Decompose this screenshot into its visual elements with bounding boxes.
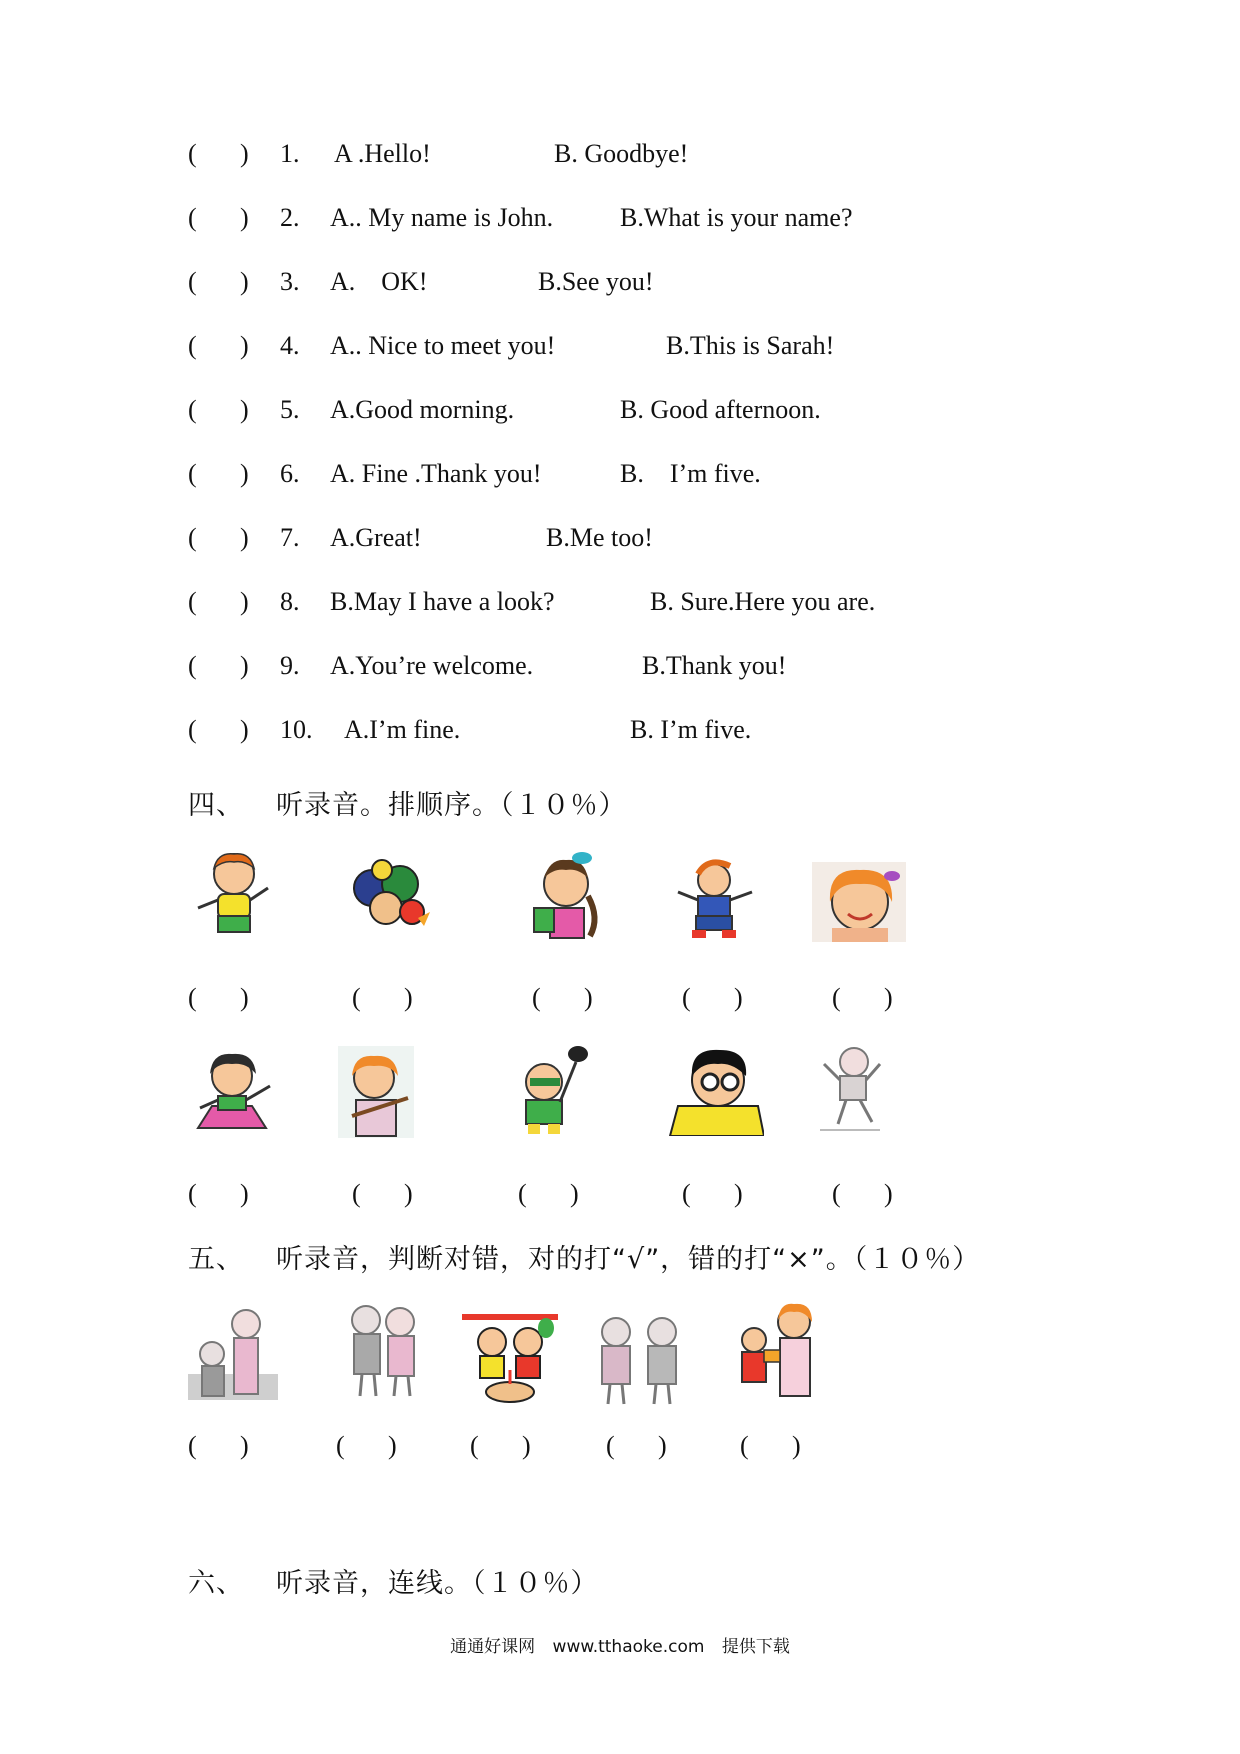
answer-paren-close[interactable]: ) <box>240 395 249 424</box>
option-a: B.May I have a look? <box>330 587 555 616</box>
answer-paren-open[interactable]: ( <box>188 651 197 680</box>
option-a: A.. My name is John. <box>330 203 554 232</box>
answer-paren-open[interactable]: ( <box>188 459 197 488</box>
answer-paren-close[interactable]: ) <box>240 587 249 616</box>
answer-paren-open[interactable]: ( <box>188 331 197 360</box>
picture-boy-and-girl <box>586 1310 692 1406</box>
page-footer <box>0 1632 1240 1657</box>
answer-paren-close[interactable]: ) <box>240 715 249 744</box>
question-number: 5. <box>280 395 300 424</box>
picture-boy-with-glasses <box>666 1040 764 1136</box>
option-a: A. Fine .Thank you! <box>330 459 542 488</box>
question-number: 10. <box>280 715 313 744</box>
picture-two-children <box>334 1300 430 1400</box>
option-b: B. I’m five. <box>630 715 752 744</box>
answer-paren-open[interactable]: ( <box>188 523 197 552</box>
option-a: A .Hello! <box>334 139 431 168</box>
option-b: B.Me too! <box>546 523 653 552</box>
option-a: A.. Nice to meet you! <box>330 331 556 360</box>
question-number: 3. <box>280 267 300 296</box>
question-number: 4. <box>280 331 300 360</box>
picture-boy-with-racket <box>510 1042 590 1136</box>
picture-mother-and-son <box>188 1304 278 1400</box>
footer-site-name: 通通好课网 <box>450 1637 536 1657</box>
option-a: A.I’m fine. <box>344 715 461 744</box>
picture-boy-waving <box>188 848 280 940</box>
answer-paren-close[interactable]: ) <box>240 331 249 360</box>
question-number: 6. <box>280 459 300 488</box>
option-b: B. Good afternoon. <box>620 395 821 424</box>
answer-paren-open[interactable]: ( <box>188 587 197 616</box>
section-number: 六、 <box>188 1568 244 1599</box>
option-b: B. Goodbye! <box>554 139 689 168</box>
answer-paren-close[interactable]: ) <box>240 459 249 488</box>
footer-url[interactable]: www.tthaoke.com <box>552 1637 705 1657</box>
answer-paren-close[interactable]: ) <box>240 267 249 296</box>
picture-group-characters <box>342 848 434 940</box>
answer-paren-close[interactable]: ) <box>240 523 249 552</box>
option-a: A. OK! <box>330 267 428 296</box>
question-row <box>188 710 1148 750</box>
picture-girl-dancing <box>188 1046 282 1140</box>
option-b: B. I’m five. <box>620 459 761 488</box>
section-number: 五、 <box>188 1244 244 1275</box>
question-row <box>188 326 1148 366</box>
question-row <box>188 454 1148 494</box>
question-number: 8. <box>280 587 300 616</box>
option-a: A.You’re welcome. <box>330 651 534 680</box>
option-b: B.This is Sarah! <box>666 331 835 360</box>
question-number: 9. <box>280 651 300 680</box>
question-number: 1. <box>280 139 300 168</box>
answer-paren-close[interactable]: ) <box>240 139 249 168</box>
option-b: B.See you! <box>538 267 654 296</box>
question-row <box>188 582 1148 622</box>
option-b: B. Sure.Here you are. <box>650 587 876 616</box>
picture-giving-gift <box>736 1300 820 1398</box>
picture-girl-with-violin <box>338 1046 414 1138</box>
answer-paren-close[interactable]: ) <box>240 651 249 680</box>
section-title: 听录音，连线。（１０％） <box>276 1568 599 1599</box>
picture-boy-jumping <box>668 856 760 940</box>
option-a: A.Good morning. <box>330 395 515 424</box>
answer-paren-open[interactable]: ( <box>188 715 197 744</box>
question-row <box>188 518 1148 558</box>
answer-paren-open[interactable]: ( <box>188 267 197 296</box>
picture-girl-with-book <box>520 848 612 940</box>
question-row <box>188 646 1148 686</box>
section-title: 听录音。排顺序。（１０％） <box>276 790 627 821</box>
footer-suffix: 提供下载 <box>721 1637 790 1657</box>
answer-paren-open[interactable]: ( <box>188 203 197 232</box>
question-row <box>188 134 1148 174</box>
picture-girl-smiling <box>812 862 906 942</box>
question-row <box>188 262 1148 302</box>
picture-birthday-cake <box>462 1314 558 1406</box>
section-title: 听录音，判断对错，对的打“√”，错的打“×”。（１０％） <box>276 1244 981 1275</box>
question-row <box>188 390 1148 430</box>
option-b: B.Thank you! <box>642 651 787 680</box>
question-number: 2. <box>280 203 300 232</box>
picture-child-jumping <box>810 1040 890 1136</box>
section-number: 四、 <box>188 790 244 821</box>
question-row <box>188 198 1148 238</box>
answer-paren-close[interactable]: ) <box>240 203 249 232</box>
answer-paren-open[interactable]: ( <box>188 139 197 168</box>
answer-paren-open[interactable]: ( <box>188 395 197 424</box>
question-number: 7. <box>280 523 300 552</box>
option-a: A.Great! <box>330 523 422 552</box>
option-b: B.What is your name? <box>620 203 853 232</box>
